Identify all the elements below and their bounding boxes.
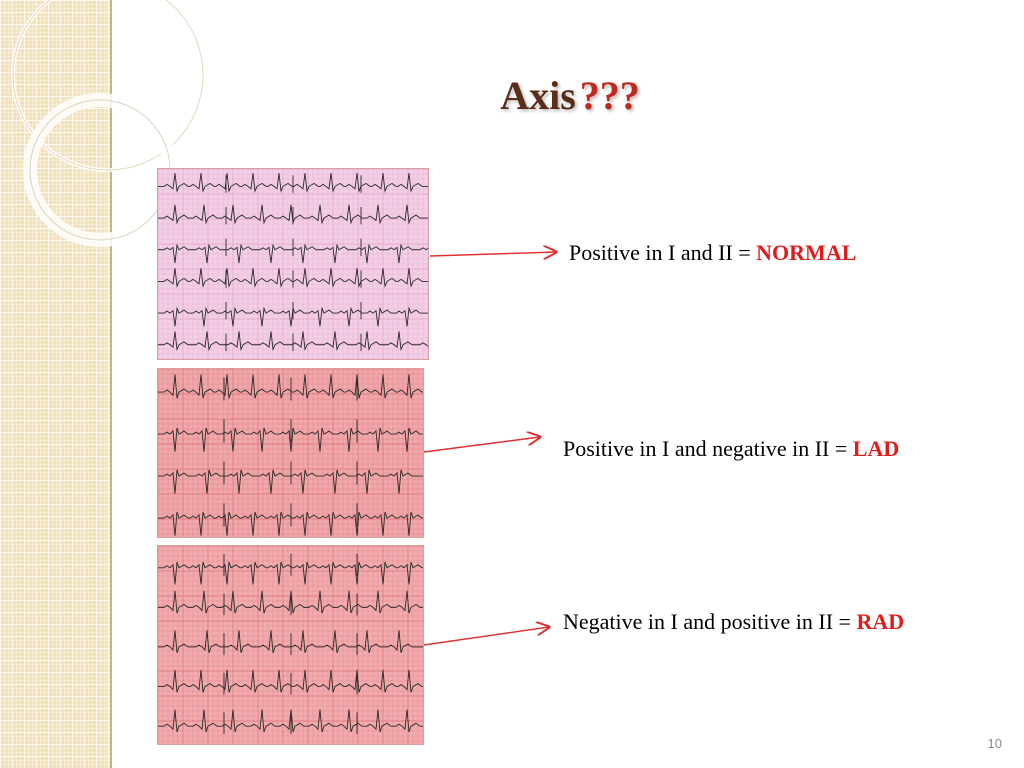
label-normal xyxy=(569,240,856,266)
arrow-lad xyxy=(424,437,540,452)
title-main: Axis xyxy=(500,73,576,118)
label-rad-prefix: Negative in I and positive in II = xyxy=(563,609,857,634)
arrow-normal xyxy=(430,252,556,256)
arrow-rad xyxy=(424,627,549,645)
label-lad-prefix: Positive in I and negative in II = xyxy=(563,436,853,461)
title-accent: ??? xyxy=(579,73,640,118)
label-normal-result: NORMAL xyxy=(756,240,857,265)
label-normal-prefix: Positive in I and II = xyxy=(569,240,757,265)
label-rad xyxy=(563,609,904,635)
label-lad xyxy=(563,436,899,462)
page-number: 10 xyxy=(987,736,1002,751)
label-rad-result: RAD xyxy=(856,609,905,634)
label-lad-result: LAD xyxy=(852,436,900,461)
